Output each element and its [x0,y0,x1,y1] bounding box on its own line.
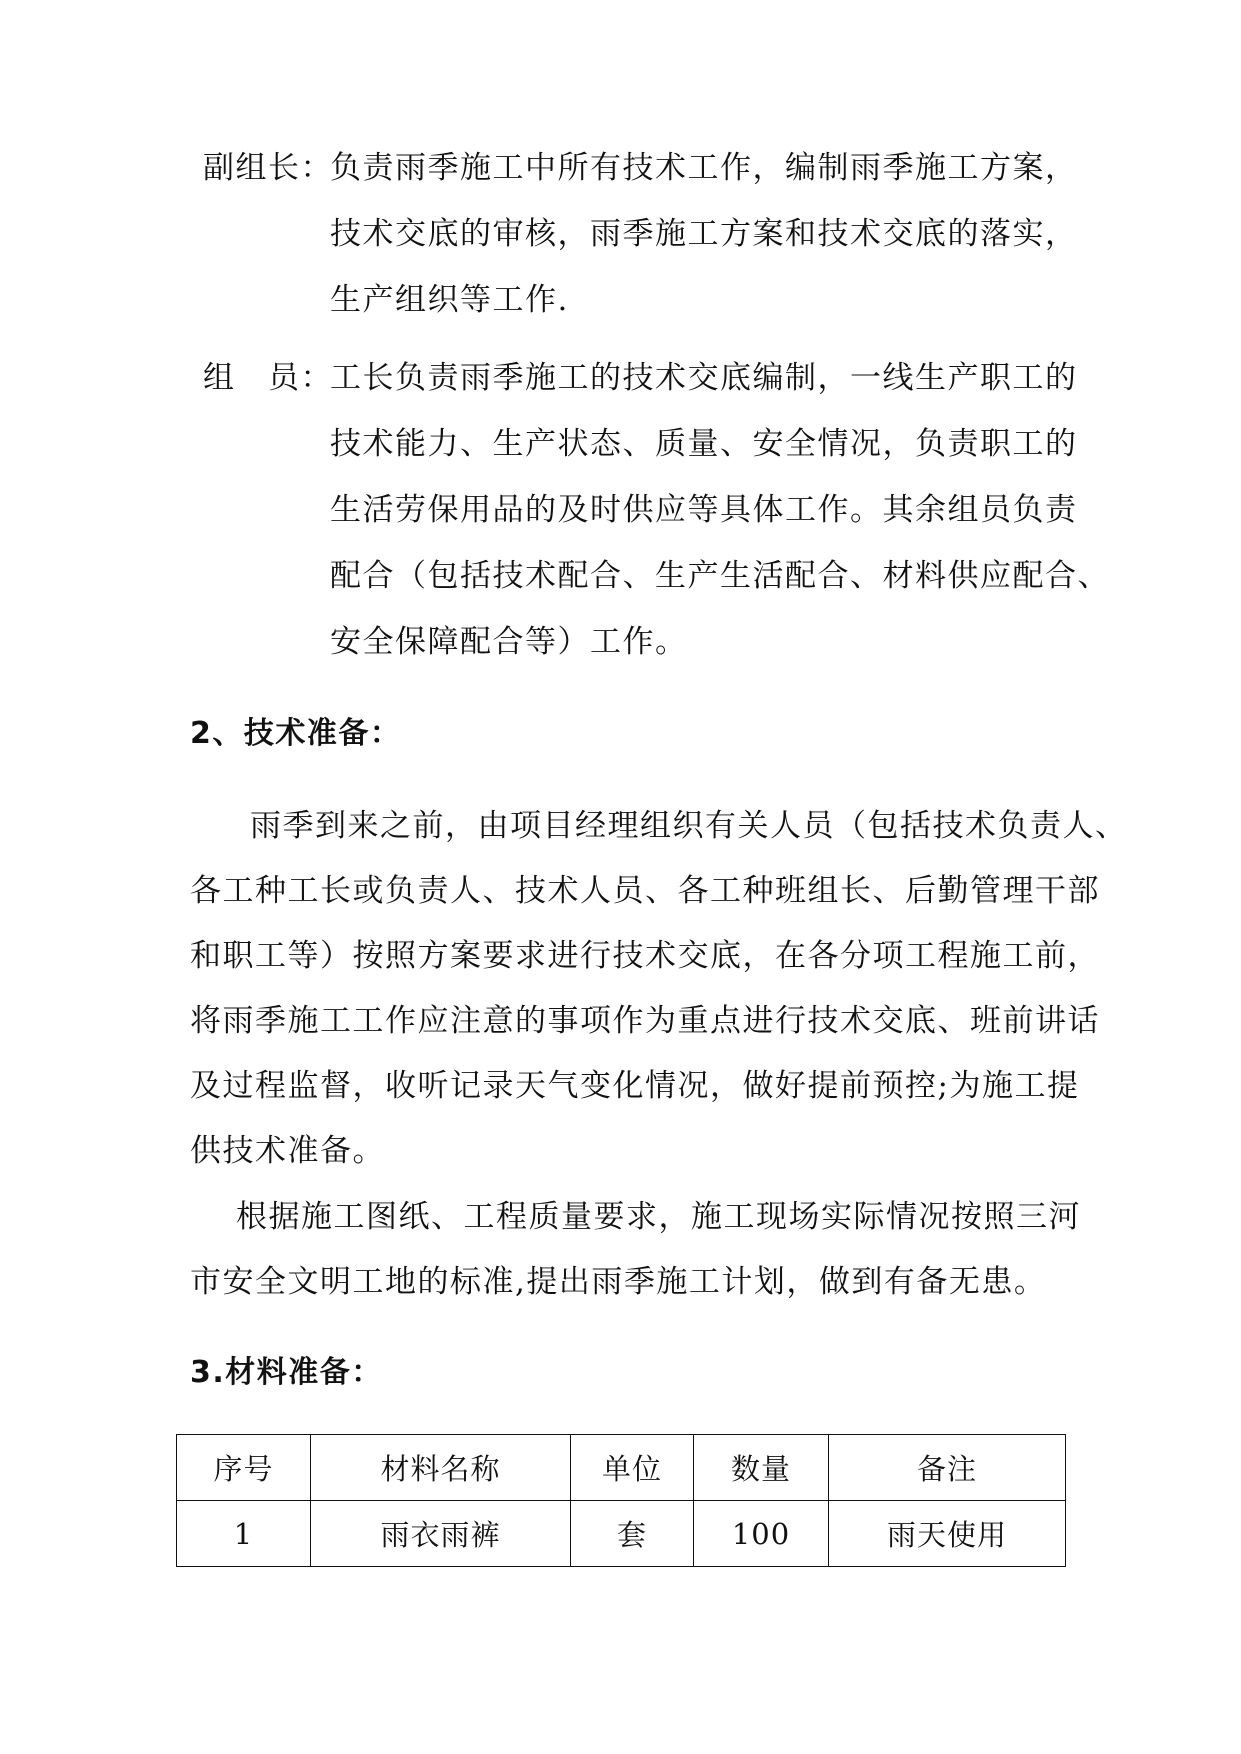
table-header-row [177,1435,1066,1501]
table-header-cell: 数量 [694,1435,829,1501]
member-label: 组 员： [203,360,333,396]
member-line-2: 技术能力、生产状态、质量、安全情况，负责职工的 [330,426,1078,462]
section2-heading: 2、技术准备： [190,716,402,751]
section2-para1-line-2: 各工种工长或负责人、技术人员、各工种班组长、后勤管理干部 [190,873,1100,909]
section2-para1-line-6: 供技术准备。 [190,1133,385,1169]
section2-para1-line-1: 雨季到来之前，由项目经理组织有关人员（包括技术负责人、 [250,808,1128,844]
member-line-1: 工长负责雨季施工的技术交底编制，一线生产职工的 [330,360,1078,396]
deputy-label: 副组长： [203,150,333,186]
member-line-4: 配合（包括技术配合、生产生活配合、材料供应配合、 [330,558,1110,594]
table-cell: 1 [177,1501,311,1567]
section2-para1-line-5: 及过程监督，收听记录天气变化情况，做好提前预控;为施工提 [190,1068,1080,1104]
section2-para2-line-2: 市安全文明工地的标准,提出雨季施工计划，做到有备无患。 [190,1264,1047,1300]
member-line-5: 安全保障配合等）工作。 [330,624,688,660]
table-header-cell: 备注 [829,1435,1066,1501]
section2-para1-line-3: 和职工等）按照方案要求进行技术交底，在各分项工程施工前， [190,938,1100,974]
table-header-cell: 单位 [571,1435,694,1501]
table-cell: 雨天使用 [829,1501,1066,1567]
table-cell: 雨衣雨裤 [311,1501,571,1567]
table-header-cell: 材料名称 [311,1435,571,1501]
deputy-line-2: 技术交底的审核，雨季施工方案和技术交底的落实， [330,216,1078,252]
deputy-line-1: 负责雨季施工中所有技术工作，编制雨季施工方案， [330,150,1078,186]
section3-heading: 3.材料准备： [190,1355,383,1390]
deputy-line-3: 生产组织等工作. [330,282,569,318]
table-cell: 套 [571,1501,694,1567]
table-row [177,1501,1066,1567]
table-header-cell: 序号 [177,1435,311,1501]
member-line-3: 生活劳保用品的及时供应等具体工作。其余组员负责 [330,492,1078,528]
table-cell: 100 [694,1501,829,1567]
section2-para1-line-4: 将雨季施工工作应注意的事项作为重点进行技术交底、班前讲话 [190,1003,1100,1039]
section2-para2-line-1: 根据施工图纸、工程质量要求，施工现场实际情况按照三河 [236,1199,1081,1235]
materials-table [176,1434,1066,1567]
